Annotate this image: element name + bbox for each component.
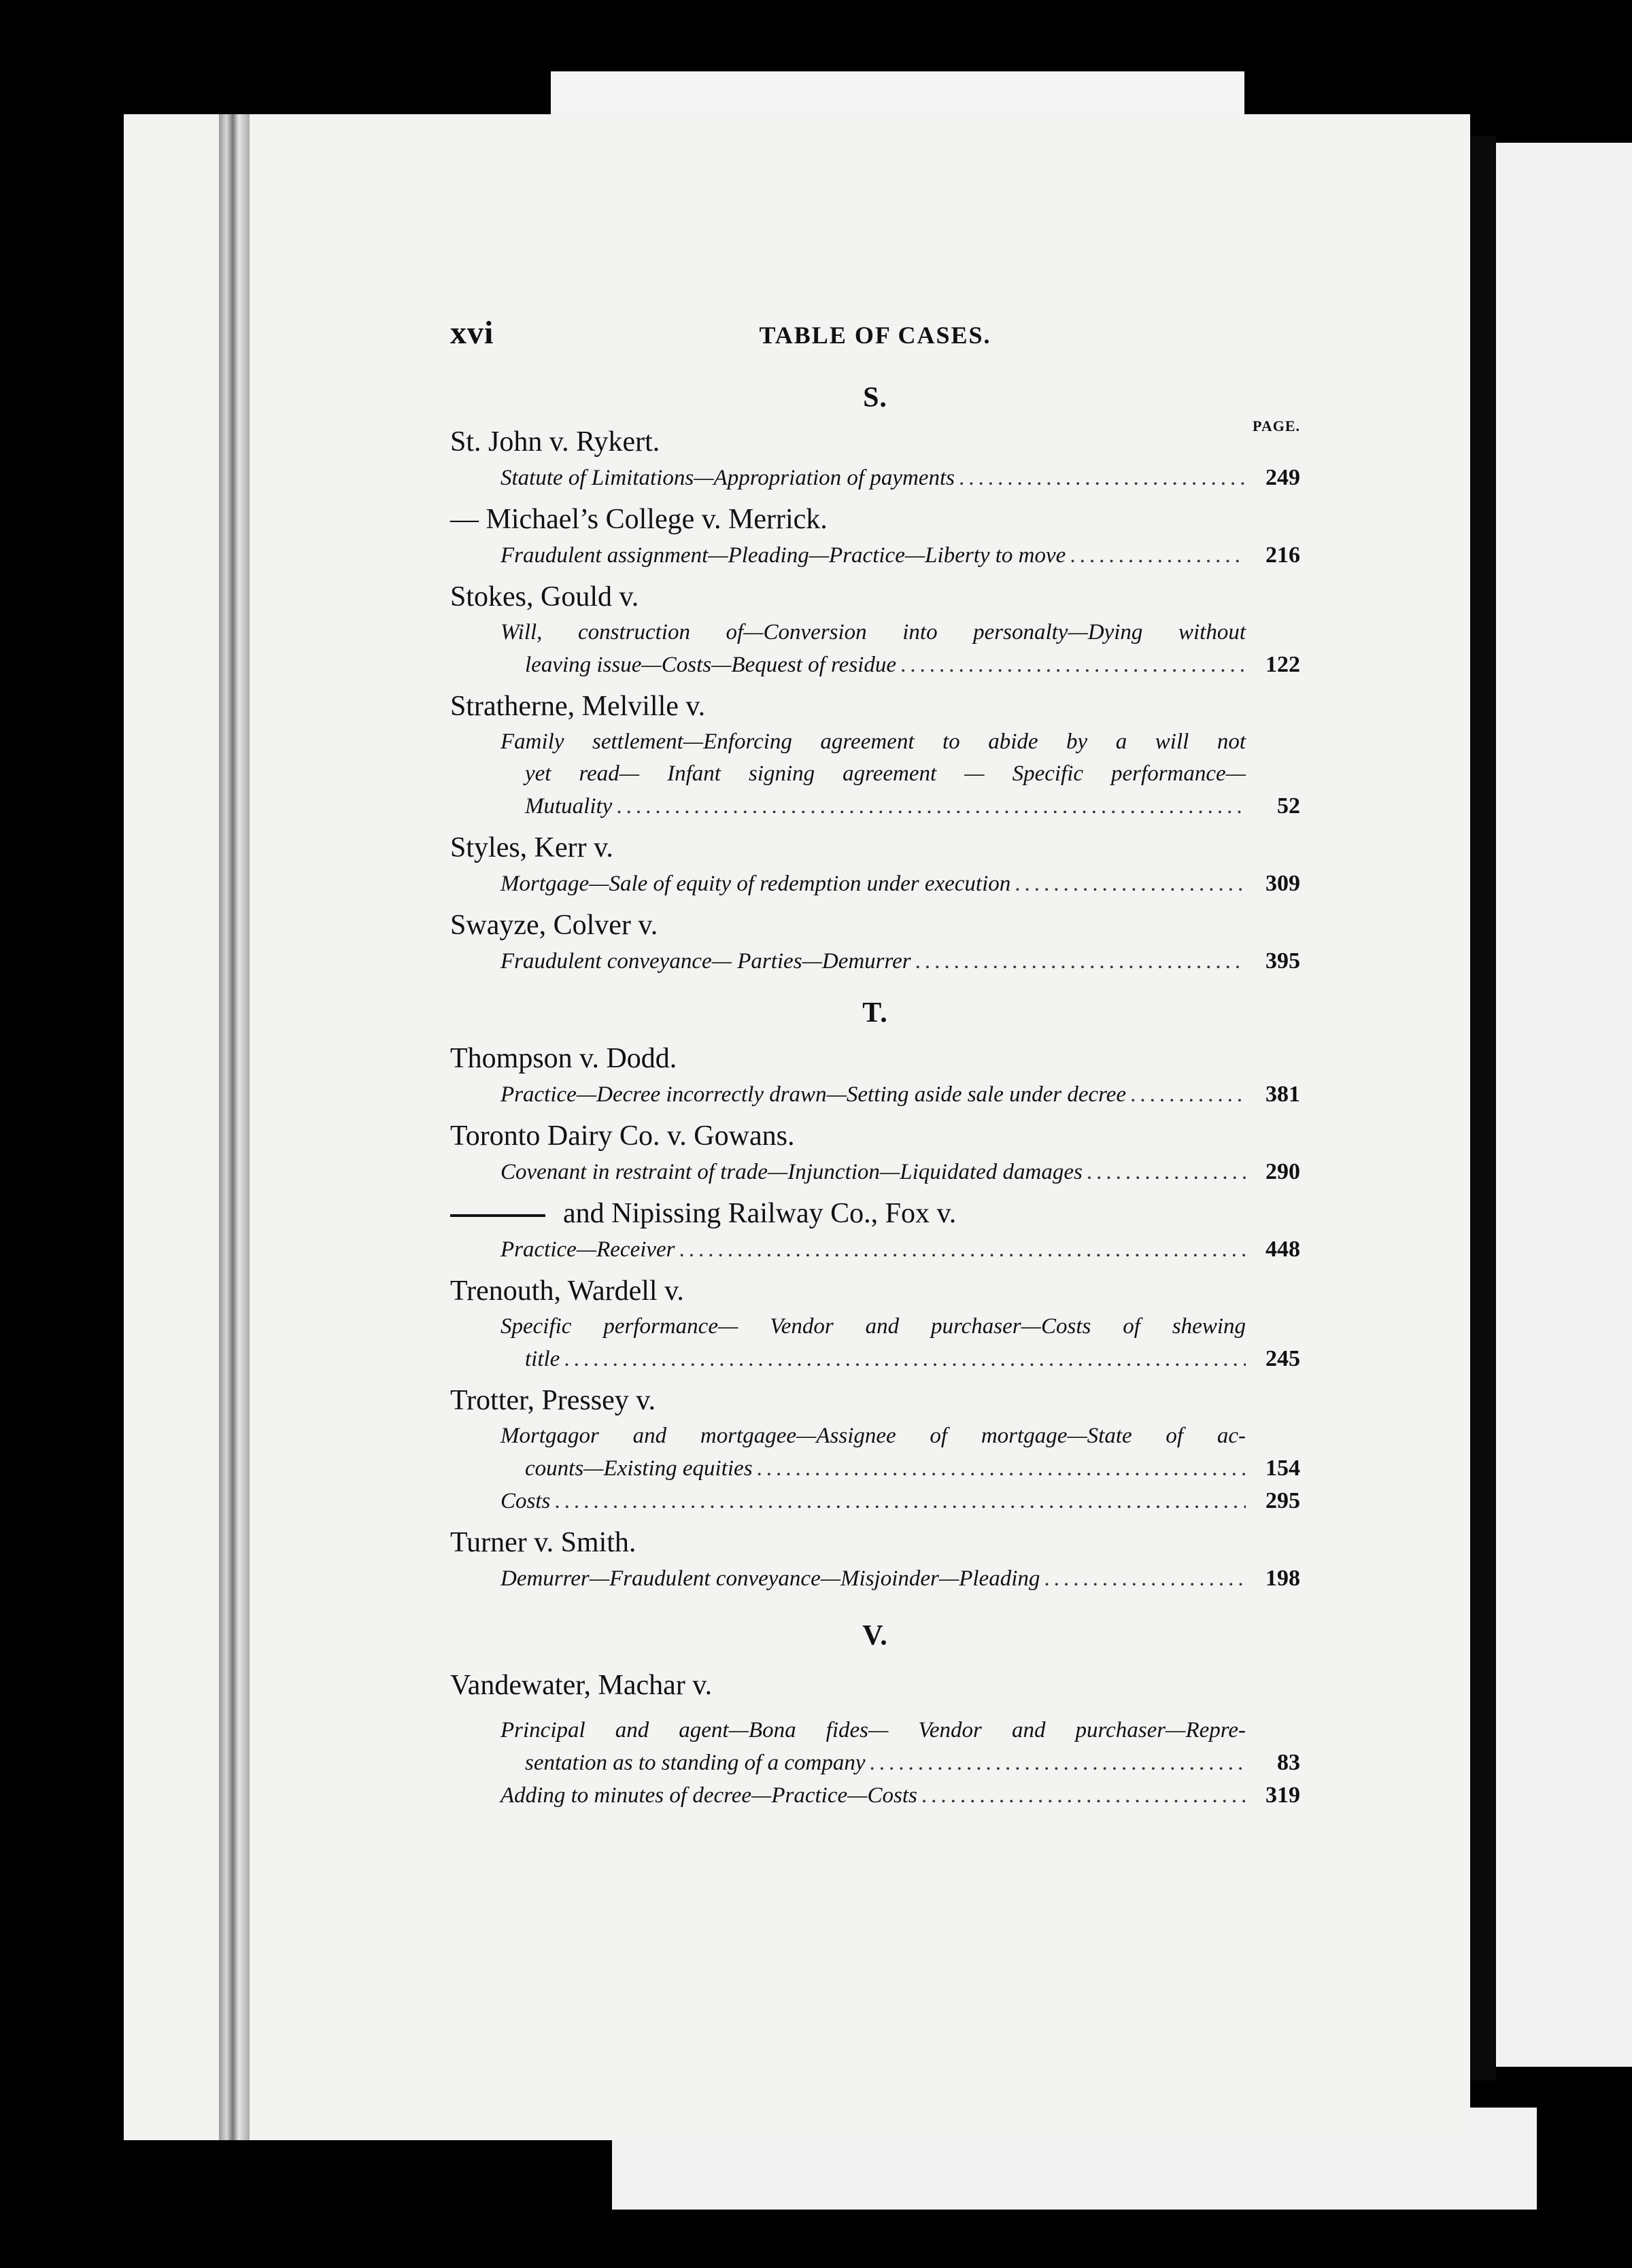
table-of-cases <box>450 377 1300 1812</box>
case-digest <box>450 617 1300 681</box>
page-ref: 83 <box>1277 1750 1300 1775</box>
page-ref: 395 <box>1265 948 1300 974</box>
page-ref: 245 <box>1265 1346 1300 1371</box>
digest-line: Principal and agent—Bona fides— Vendor and purchaser—Repre- <box>500 1718 1246 1742</box>
digest-line: leaving issue—Costs—Bequest of residue <box>525 653 896 677</box>
case-digest <box>450 462 1300 494</box>
digest-line: Costs <box>500 1489 551 1513</box>
digest-line: counts—Existing equities <box>525 1456 753 1481</box>
digest-line: Demurrer—Fraudulent conveyance—Misjoinder—Pleading <box>500 1566 1040 1591</box>
case-title: — Michael’s College v. Merrick. <box>450 504 828 535</box>
leader-dots <box>896 649 1246 681</box>
digest-line: Specific performance— Vendor and purchaser—Costs of shewing <box>500 1314 1246 1339</box>
case-digest <box>450 1562 1300 1595</box>
case-title: St. John v. Rykert. <box>450 426 660 458</box>
digest-line: title <box>525 1347 560 1371</box>
case-title: Swayze, Colver v. <box>450 910 658 941</box>
leader-dots <box>1126 1079 1246 1111</box>
digest-line: Practice—Receiver <box>500 1237 675 1262</box>
running-title: TABLE OF CASES. <box>759 322 991 349</box>
case-digest <box>450 1311 1300 1375</box>
digest-line: Mortgagor and mortgagee—Assignee of mortgage—State of ac- <box>500 1424 1246 1448</box>
page-ref: 319 <box>1265 1783 1300 1808</box>
page-ref: 448 <box>1265 1237 1300 1262</box>
page-ref: 295 <box>1265 1488 1300 1513</box>
case-title: Thompson v. Dodd. <box>450 1043 677 1074</box>
page-ref: 249 <box>1265 465 1300 490</box>
digest-line: sentation as to standing of a company <box>525 1751 866 1775</box>
case-digest <box>450 1233 1300 1266</box>
section-letter-t: T. <box>862 997 888 1029</box>
leader-dots <box>955 462 1246 494</box>
leader-dots <box>753 1453 1246 1485</box>
case-title: Vandewater, Machar v. <box>450 1670 713 1701</box>
leader-dots <box>550 1485 1246 1517</box>
digest-line: Practice—Decree incorrectly drawn—Setting aside sale under decree <box>500 1082 1127 1107</box>
page-gutter <box>1470 136 1496 2080</box>
digest-line: Fraudulent conveyance— Parties—Demurrer <box>500 949 911 974</box>
page-column-label: PAGE. <box>1253 417 1300 434</box>
case-title: Trotter, Pressey v. <box>450 1385 656 1416</box>
leader-dots <box>865 1747 1246 1779</box>
digest-line: Will, construction of—Conversion into personalty—Dying without <box>500 620 1246 645</box>
page-ref: 216 <box>1265 543 1300 568</box>
case-title: Styles, Kerr v. <box>450 832 613 863</box>
case-title-ditto <box>450 1194 1300 1233</box>
digest-line: Adding to minutes of decree—Practice—Costs <box>500 1783 917 1808</box>
leader-dots <box>560 1343 1246 1375</box>
page-ref: 381 <box>1265 1082 1300 1107</box>
case-title-text: and Nipissing Railway Co., Fox v. <box>563 1198 957 1229</box>
case-digest <box>450 539 1300 572</box>
case-title: Stokes, Gould v. <box>450 581 639 613</box>
leader-dots <box>1040 1563 1246 1595</box>
case-title: Toronto Dairy Co. v. Gowans. <box>450 1120 795 1152</box>
case-digest <box>450 1420 1300 1517</box>
page-number: xvi <box>450 315 494 351</box>
digest-line: Family settlement—Enforcing agreement to abide by a will not <box>500 729 1246 754</box>
case-title: Stratherne, Melville v. <box>450 691 706 722</box>
digest-line: Fraudulent assignment—Pleading—Practice—Liberty to move <box>500 543 1066 568</box>
digest-line: Covenant in restraint of trade—Injunction—Liquidated damages <box>500 1160 1083 1184</box>
digest-line: Statute of Limitations—Appropriation of payments <box>500 466 955 490</box>
leader-dots <box>1083 1156 1246 1188</box>
digest-line: Mortgage—Sale of equity of redemption under execution <box>500 872 1011 896</box>
page-ref: 198 <box>1265 1566 1300 1591</box>
leader-dots <box>911 946 1246 978</box>
page-ref: 154 <box>1265 1456 1300 1481</box>
digest-line: yet read— Infant signing agreement — Specific performance— <box>525 761 1246 786</box>
page-ref: 309 <box>1265 871 1300 896</box>
case-title: Trenouth, Wardell v. <box>450 1275 684 1307</box>
facing-page-edge <box>1496 143 1632 2067</box>
section-letter-s: S. <box>863 382 887 413</box>
section-letter-v: V. <box>862 1620 888 1651</box>
page-header <box>450 314 1300 355</box>
case-digest <box>450 867 1300 900</box>
page-ref: 52 <box>1277 793 1300 819</box>
leader-dots <box>612 791 1246 823</box>
case-digest <box>450 945 1300 978</box>
digest-line: Mutuality <box>525 794 613 819</box>
page-ref: 122 <box>1265 652 1300 677</box>
ditto-rule <box>450 1214 545 1217</box>
leader-dots <box>675 1234 1246 1266</box>
case-digest <box>450 1715 1300 1812</box>
leader-dots <box>1010 868 1246 900</box>
case-digest <box>450 1156 1300 1188</box>
leader-dots <box>917 1780 1246 1812</box>
leader-dots <box>1066 540 1246 572</box>
page-ref: 290 <box>1265 1159 1300 1184</box>
case-digest <box>450 1078 1300 1111</box>
book-spine <box>219 114 250 2140</box>
case-digest <box>450 726 1300 823</box>
case-title: Turner v. Smith. <box>450 1527 636 1558</box>
